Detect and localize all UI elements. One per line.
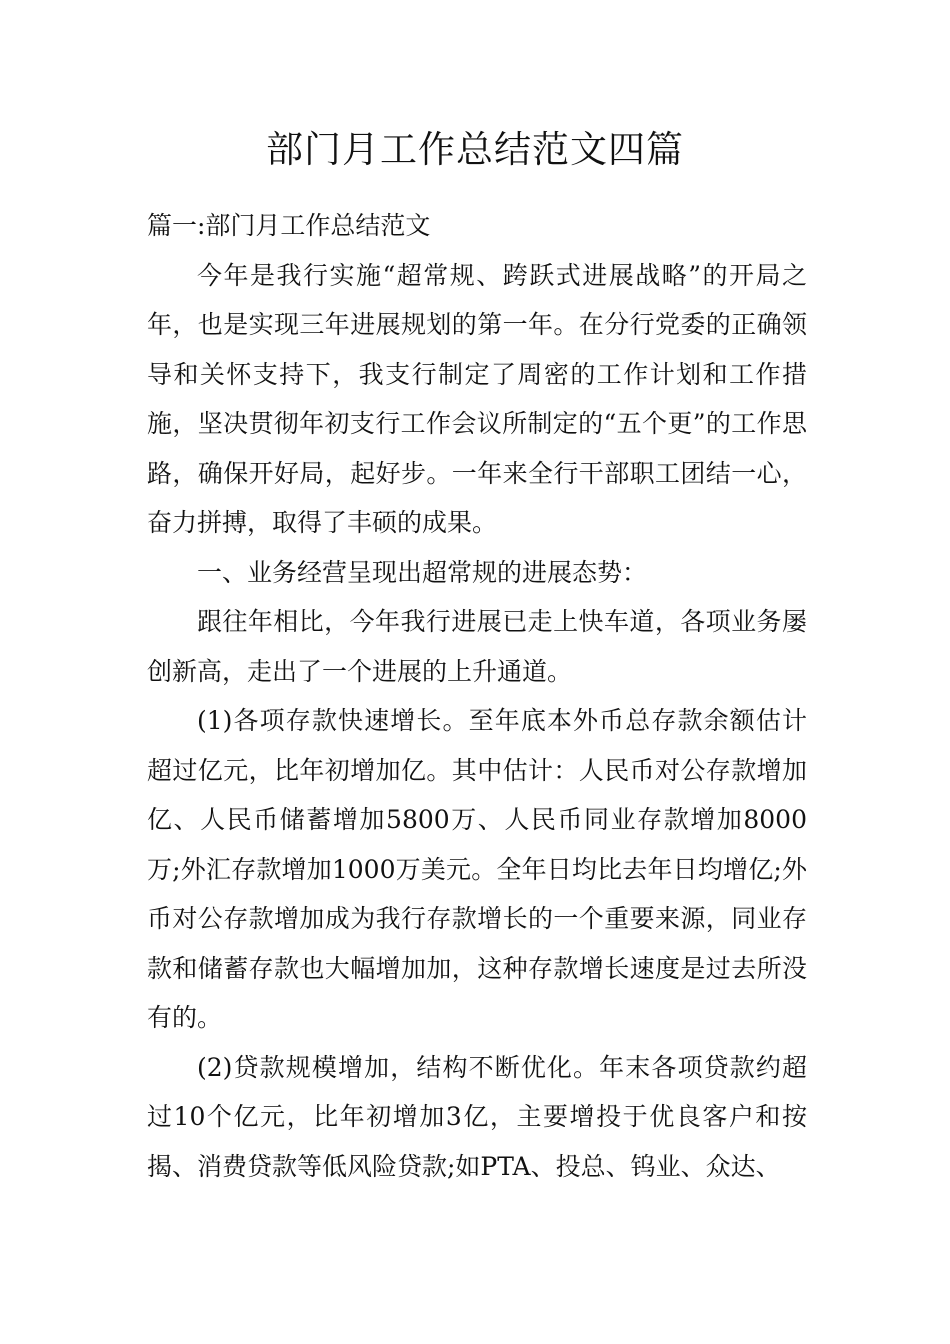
- paragraph-intro: 今年是我行实施“超常规、跨跃式进展战略”的开局之年，也是实现三年进展规划的第一年。在分行党委的正确领导和关怀支持下，我支行制定了周密的工作计划和工作措施，坚决贯彻年初支行工作会议所制定的“五个更”的工作思路，确保开好局，起好步。一年来全行干部职工团结一心，奋力拼搏，取得了丰硕的成果。: [147, 260, 807, 537]
- document-body: [147, 201, 807, 1191]
- paragraph-overview: 跟往年相比，今年我行进展已走上快车道，各项业务屡创新高，走出了一个进展的上升通道。: [147, 607, 807, 686]
- section-heading: 篇一:部门月工作总结范文: [147, 211, 431, 240]
- paragraph-deposits: (1)各项存款快速增长。至年底本外币总存款余额估计超过亿元，比年初增加亿。其中估计：人民币对公存款增加亿、人民币储蓄增加5800万、人民币同业存款增加8000万;外汇存款增加1000万美元。全年日均比去年日均增亿;外币对公存款增加成为我行存款增长的一个重要来源，同业存款和储蓄存款也大幅增加加，这种存款增长速度是过去所没有的。: [147, 706, 807, 1032]
- document-title: 部门月工作总结范文四篇: [266, 128, 684, 171]
- paragraph-subheading-1: 一、业务经营呈现出超常规的进展态势：: [197, 557, 648, 587]
- paragraph-loans: (2)贷款规模增加，结构不断优化。年末各项贷款约超过10个亿元，比年初增加3亿，主要增投于优良客户和按揭、消费贷款等低风险贷款;如PTA、投总、钨业、众达、: [147, 1052, 807, 1181]
